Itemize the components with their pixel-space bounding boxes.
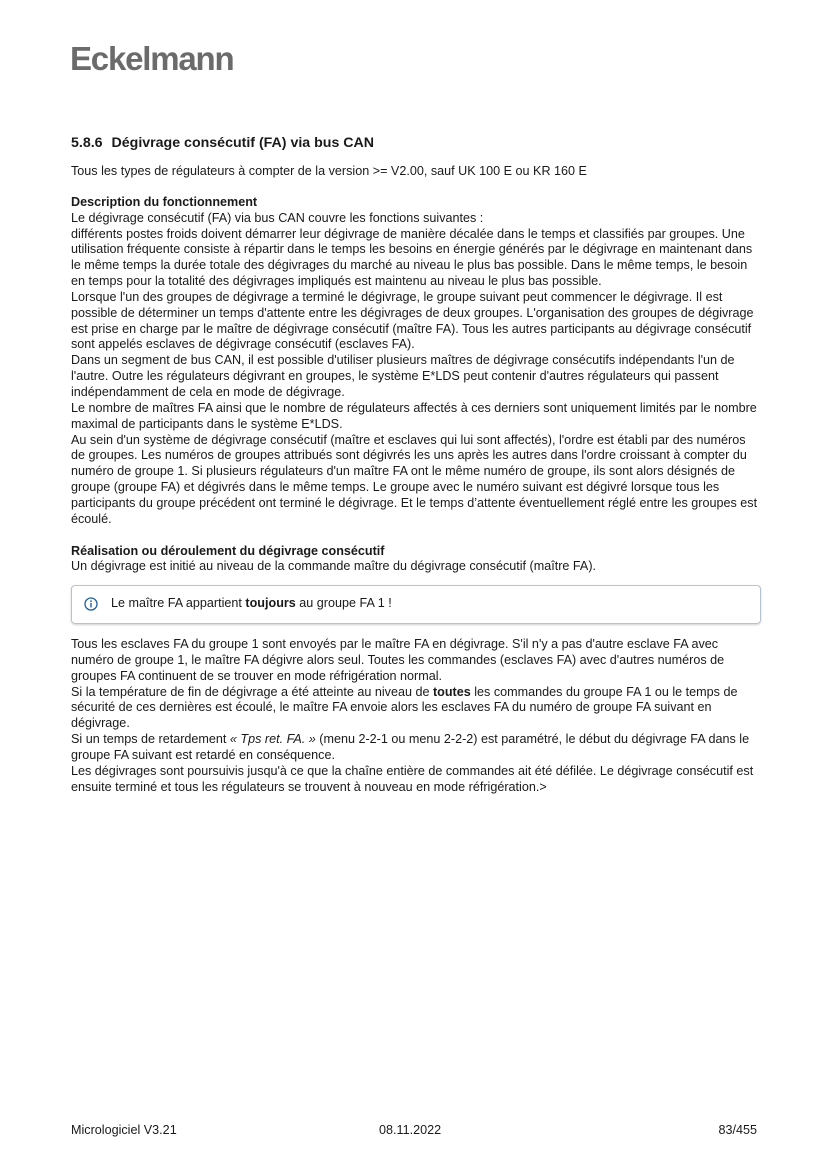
eckelmann-logo: Eckelmann	[70, 40, 234, 77]
info-note	[71, 585, 761, 624]
realisation-paragraph: Si la température de fin de dégivrage a été atteinte au niveau de toutes les commandes du groupe FA 1 ou le temps de sécurité de ces dernières est écoulé, le maître FA envoie alors les esclaves FA du numéro de groupe FA suivant en dégivrage.	[71, 684, 738, 731]
description-heading: Description du fonctionnement	[71, 194, 258, 209]
section-title-text: Dégivrage consécutif (FA) via bus CAN	[111, 135, 375, 151]
info-note-text: Le maître FA appartient toujours au groupe FA 1 !	[111, 596, 392, 611]
footer-page-number: 83/455	[718, 1123, 757, 1137]
description-paragraph: Lorsque l'un des groupes de dégivrage a terminé le dégivrage, le groupe suivant peut commencer le dégivrage. Il est possible de déterminer un temps d'attente entre les dégivrages de deux groupes. L'organisation des groupes de dégivrage est prise en charge par le maître de dégivrage consécutif (maître FA). Tous les autres participants au dégivrage consécutif sont appelés esclaves de dégivrage consécutif (esclaves FA).	[71, 289, 754, 352]
scope-text: Tous les types de régulateurs à compter de la version >= V2.00, sauf UK 100 E ou KR 160 E	[71, 164, 587, 178]
realisation-heading: Réalisation ou déroulement du dégivrage consécutif	[71, 543, 385, 558]
description-paragraph: différents postes froids doivent démarrer leur dégivrage de manière décalée dans le temps et classifiés par groupes. Une utilisation fréquente consiste à répartir dans le temps les besoins en énergie générés par le dégivrage en maintenant dans le même temps la durée totale des dégivrages du marché au niveau le plus bas possible. Dans le même temps, le besoin en temps pour la totalité des dégivrages impliqués est maintenu au niveau le plus bas possible.	[71, 226, 753, 289]
realisation-paragraph: Si un temps de retardement « Tps ret. FA. » (menu 2-2-1 ou menu 2-2-2) est paramétré, le début du dégivrage FA dans le groupe FA suivant est retardé en conséquence.	[71, 732, 750, 762]
realisation-intro: Un dégivrage est initié au niveau de la commande maître du dégivrage consécutif (maître FA).	[71, 559, 597, 574]
description-paragraph: Au sein d'un système de dégivrage consécutif (maître et esclaves qui lui sont affectés), l'ordre est établi par des numéros de groupes. Les numéros de groupes attribués sont dégivrés les uns après les autres dans l'ordre croissant à compter du numéro de groupe 1. Si plusieurs régulateurs d'un maître FA ont le même numéro de groupe, ils sont alors désignés de groupe (groupe FA) et dégivrés dans le même temps. Le groupe avec le numéro suivant est dégivré lorsque tous les participants du groupe précédent ont terminé le dégivrage. Et le temps d’attente éventuellement réglé entre les groupes est écoulé.	[71, 432, 758, 526]
section-title	[71, 134, 761, 152]
footer-date: 08.11.2022	[379, 1123, 442, 1137]
description-paragraph: Dans un segment de bus CAN, il est possible d'utiliser plusieurs maîtres de dégivrage consécutifs indépendants l'un de l'autre. Outre les régulateurs dégivrant en groupes, le système E*LDS peut contenir d'autres régulateurs qui passent indépendamment de cela en mode de dégivrage.	[71, 353, 735, 399]
realisation-paragraph: Tous les esclaves FA du groupe 1 sont envoyés par le maître FA en dégivrage. S'il n'y a pas d'autre esclave FA avec numéro de groupe 1, le maître FA dégivre alors seul. Toutes les commandes (esclaves FA) avec d'autres numéros de groupes FA continuent de se trouver en mode réfrigération normal.	[71, 637, 725, 683]
realisation-paragraph: Les dégivrages sont poursuivis jusqu'à ce que la chaîne entière de commandes ait été défilée. Le dégivrage consécutif est ensuite terminé et tous les régulateurs se trouvent à nouveau en mode réfrigération.>	[71, 763, 754, 794]
info-icon	[84, 597, 98, 611]
footer-software-version: Micrologiciel V3.21	[71, 1123, 177, 1137]
description-paragraph: Le nombre de maîtres FA ainsi que le nombre de régulateurs affectés à ces derniers sont uniquement limités par le nombre maximal de participants dans le système E*LDS.	[71, 400, 757, 431]
description-paragraph: Le dégivrage consécutif (FA) via bus CAN couvre les fonctions suivantes :	[71, 210, 484, 225]
page-content	[71, 134, 761, 796]
section-number: 5.8.6	[71, 135, 103, 151]
